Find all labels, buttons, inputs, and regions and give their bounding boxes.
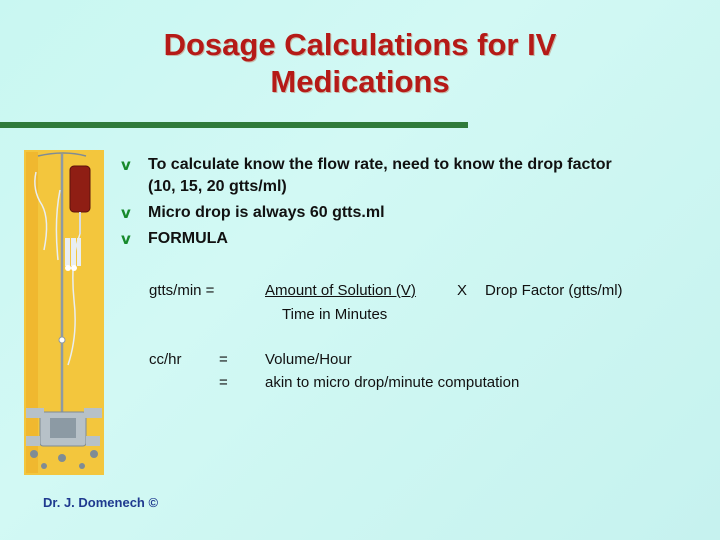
bullet-text: To calculate know the flow rate, need to know the drop factor xyxy=(148,156,612,173)
formula-numerator: Amount of Solution (V) xyxy=(265,282,416,299)
formula-times: X xyxy=(457,282,468,299)
diamond-bullet-icon: v xyxy=(121,204,131,222)
bullet-item-flow-rate xyxy=(121,154,706,198)
bullet-subtext: (10, 15, 20 gtts/ml) xyxy=(148,178,287,195)
title-divider xyxy=(0,122,468,128)
formula-micro-drop-note: akin to micro drop/minute computation xyxy=(265,374,520,391)
formula-equals-1: = xyxy=(219,351,228,368)
bullet-item-micro-drop xyxy=(121,202,706,224)
diamond-bullet-icon: v xyxy=(121,230,131,248)
formula-denominator: Time in Minutes xyxy=(282,306,388,323)
bullet-list xyxy=(121,154,706,254)
formula-equals-2: = xyxy=(219,374,228,391)
formula-gtts-lhs: gtts/min = xyxy=(149,282,215,299)
bullet-item-formula xyxy=(121,228,706,250)
author-credit: Dr. J. Domenech © xyxy=(43,495,159,510)
formula-cchr-lhs: cc/hr xyxy=(149,351,182,368)
formula-volume-hour: Volume/Hour xyxy=(265,351,352,368)
slide-title xyxy=(0,26,720,100)
title-line-2: Medications xyxy=(270,64,450,99)
iv-pole-illustration xyxy=(24,150,104,475)
formula-drop-factor: Drop Factor (gtts/ml) xyxy=(485,282,623,299)
title-line-1: Dosage Calculations for IV xyxy=(163,27,557,62)
bullet-text: Micro drop is always 60 gtts.ml xyxy=(148,204,385,221)
bullet-text: FORMULA xyxy=(148,230,228,247)
diamond-bullet-icon: v xyxy=(121,156,131,174)
